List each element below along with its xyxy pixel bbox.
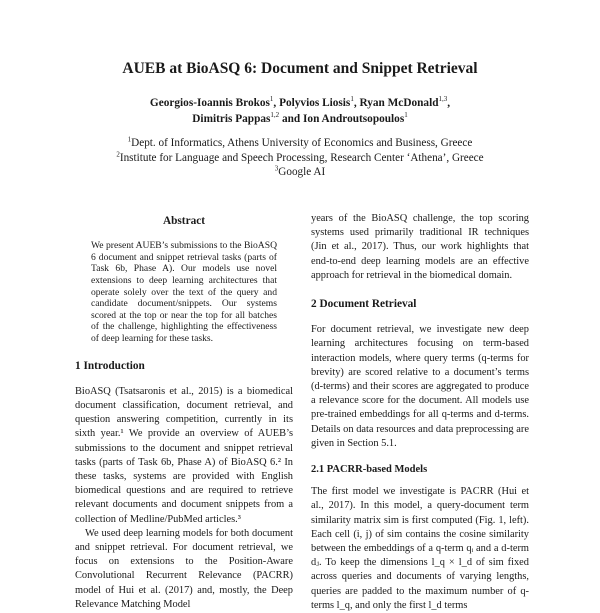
intro-paragraph-2: We used deep learning models for both document and snippet retrieval. For document retrieval, we focus on extensions to the Position-Aware Convolutional Recurrent Relevance (PACRR) model of Hui et al. (2017) and, mostly, the Deep Relevance Matching Model bbox=[75, 527, 293, 610]
affiliation-text: Institute for Language and Speech Processing, Research Center ‘Athena’, Greece bbox=[119, 151, 484, 164]
intro-paragraph-1: BioASQ (Tsatsaronis et al., 2015) is a biomedical document classification, document retrieval, and question answering competition, currently in its sixth year.¹ We provide an overview of AUEB’s submissions to the document and snippet retrieval tasks (parts of Task 6b, Phase A) of BioASQ 6.² In these tasks, systems are provided with English biomedical questions and are required to retrieve relevant documents and document snippets from a collection of Medline/PubMed articles.³ bbox=[75, 385, 293, 525]
left-column bbox=[75, 214, 293, 612]
section-heading-introduction: 1 Introduction bbox=[75, 359, 145, 372]
author-line-2 bbox=[0, 111, 600, 127]
author-conjunction: and bbox=[281, 113, 301, 125]
author-sup: 1,3 bbox=[438, 95, 448, 104]
affiliation-sup: 3 bbox=[274, 164, 279, 173]
subsection-heading-pacrr: 2.1 PACRR-based Models bbox=[311, 464, 428, 476]
affiliation bbox=[0, 136, 600, 151]
continued-paragraph: years of the BioASQ challenge, the top scoring systems used primarily traditional IR techniques (Jin et al., 2017). Thus, our work highlights that end-to-end deep learning models are an effective approach for retrieval in the biomedical domain. bbox=[311, 213, 529, 281]
author-name: Ryan McDonald bbox=[359, 97, 439, 109]
affiliation-text: Google AI bbox=[278, 166, 326, 178]
author-name: Georgios-Ioannis Brokos bbox=[149, 97, 270, 109]
affiliation-sup: 1 bbox=[127, 135, 132, 144]
affiliation-sup: 2 bbox=[116, 149, 120, 158]
author-name: Dimitris Pappas bbox=[192, 113, 271, 125]
author-sup: 1 bbox=[269, 95, 274, 104]
section-heading-document-retrieval: 2 Document Retrieval bbox=[311, 298, 417, 311]
affiliation bbox=[0, 151, 600, 166]
abstract-text: We present AUEB’s submissions to the BioASQ 6 document and snippet retrieval tasks (parts of Task 6b, Phase A). Our models use novel extensions to deep learning architectures that operate solely over the text of the query and candidate document/snippets. Our systems scored at the top or near the top for all batches of the challenge, highlighting the effectiveness of deep learning for these tasks. bbox=[91, 240, 277, 344]
right-column bbox=[311, 214, 529, 613]
author-sup: 1,2 bbox=[270, 111, 280, 120]
paper-title: AUEB at BioASQ 6: Document and Snippet Retrieval bbox=[122, 60, 478, 77]
affiliation-list bbox=[0, 136, 600, 180]
author-list bbox=[0, 95, 600, 127]
author-sup: 1 bbox=[404, 111, 408, 120]
author-name: Polyvios Liosis bbox=[279, 97, 351, 109]
affiliation-text: Dept. of Informatics, Athens University of Economics and Business, Greece bbox=[131, 137, 473, 149]
doc-retrieval-paragraph: For document retrieval, we investigate new deep learning architectures focusing on term-based interaction models, where query terms (q-terms for brevity) are scored relative to a document’s terms (d-terms) and their scores are aggregated to produce a relevance score for the document. All models use pre-trained embeddings for all q-terms and d-terms. Details on data resources and data preprocessing are given in Section 5.1. bbox=[311, 324, 529, 449]
author-line-1: Georgios-Ioannis Brokos$^1$, Polyvios Liosis$^1$, Ryan McDonald$^{1,3}$, bbox=[149, 95, 451, 109]
abstract-heading: Abstract bbox=[162, 215, 206, 227]
author-sup: 1 bbox=[350, 95, 354, 104]
affiliation bbox=[0, 165, 600, 180]
author-name: Ion Androutsopoulos bbox=[303, 113, 405, 125]
pacrr-paragraph: The first model we investigate is PACRR (Hui et al., 2017). In this model, a query-document term similarity matrix sim is first computed (Fig. 1, left). Each cell (i, j) of sim contains the cosine similarity between the embeddings of a q-term qᵢ and a d-term dⱼ. To keep the dimensions l_q × l_d of sim fixed across queries and documents of varying lengths, queries are padded to the maximum number of q-terms l_q, and only the first l_d terms bbox=[311, 486, 529, 611]
